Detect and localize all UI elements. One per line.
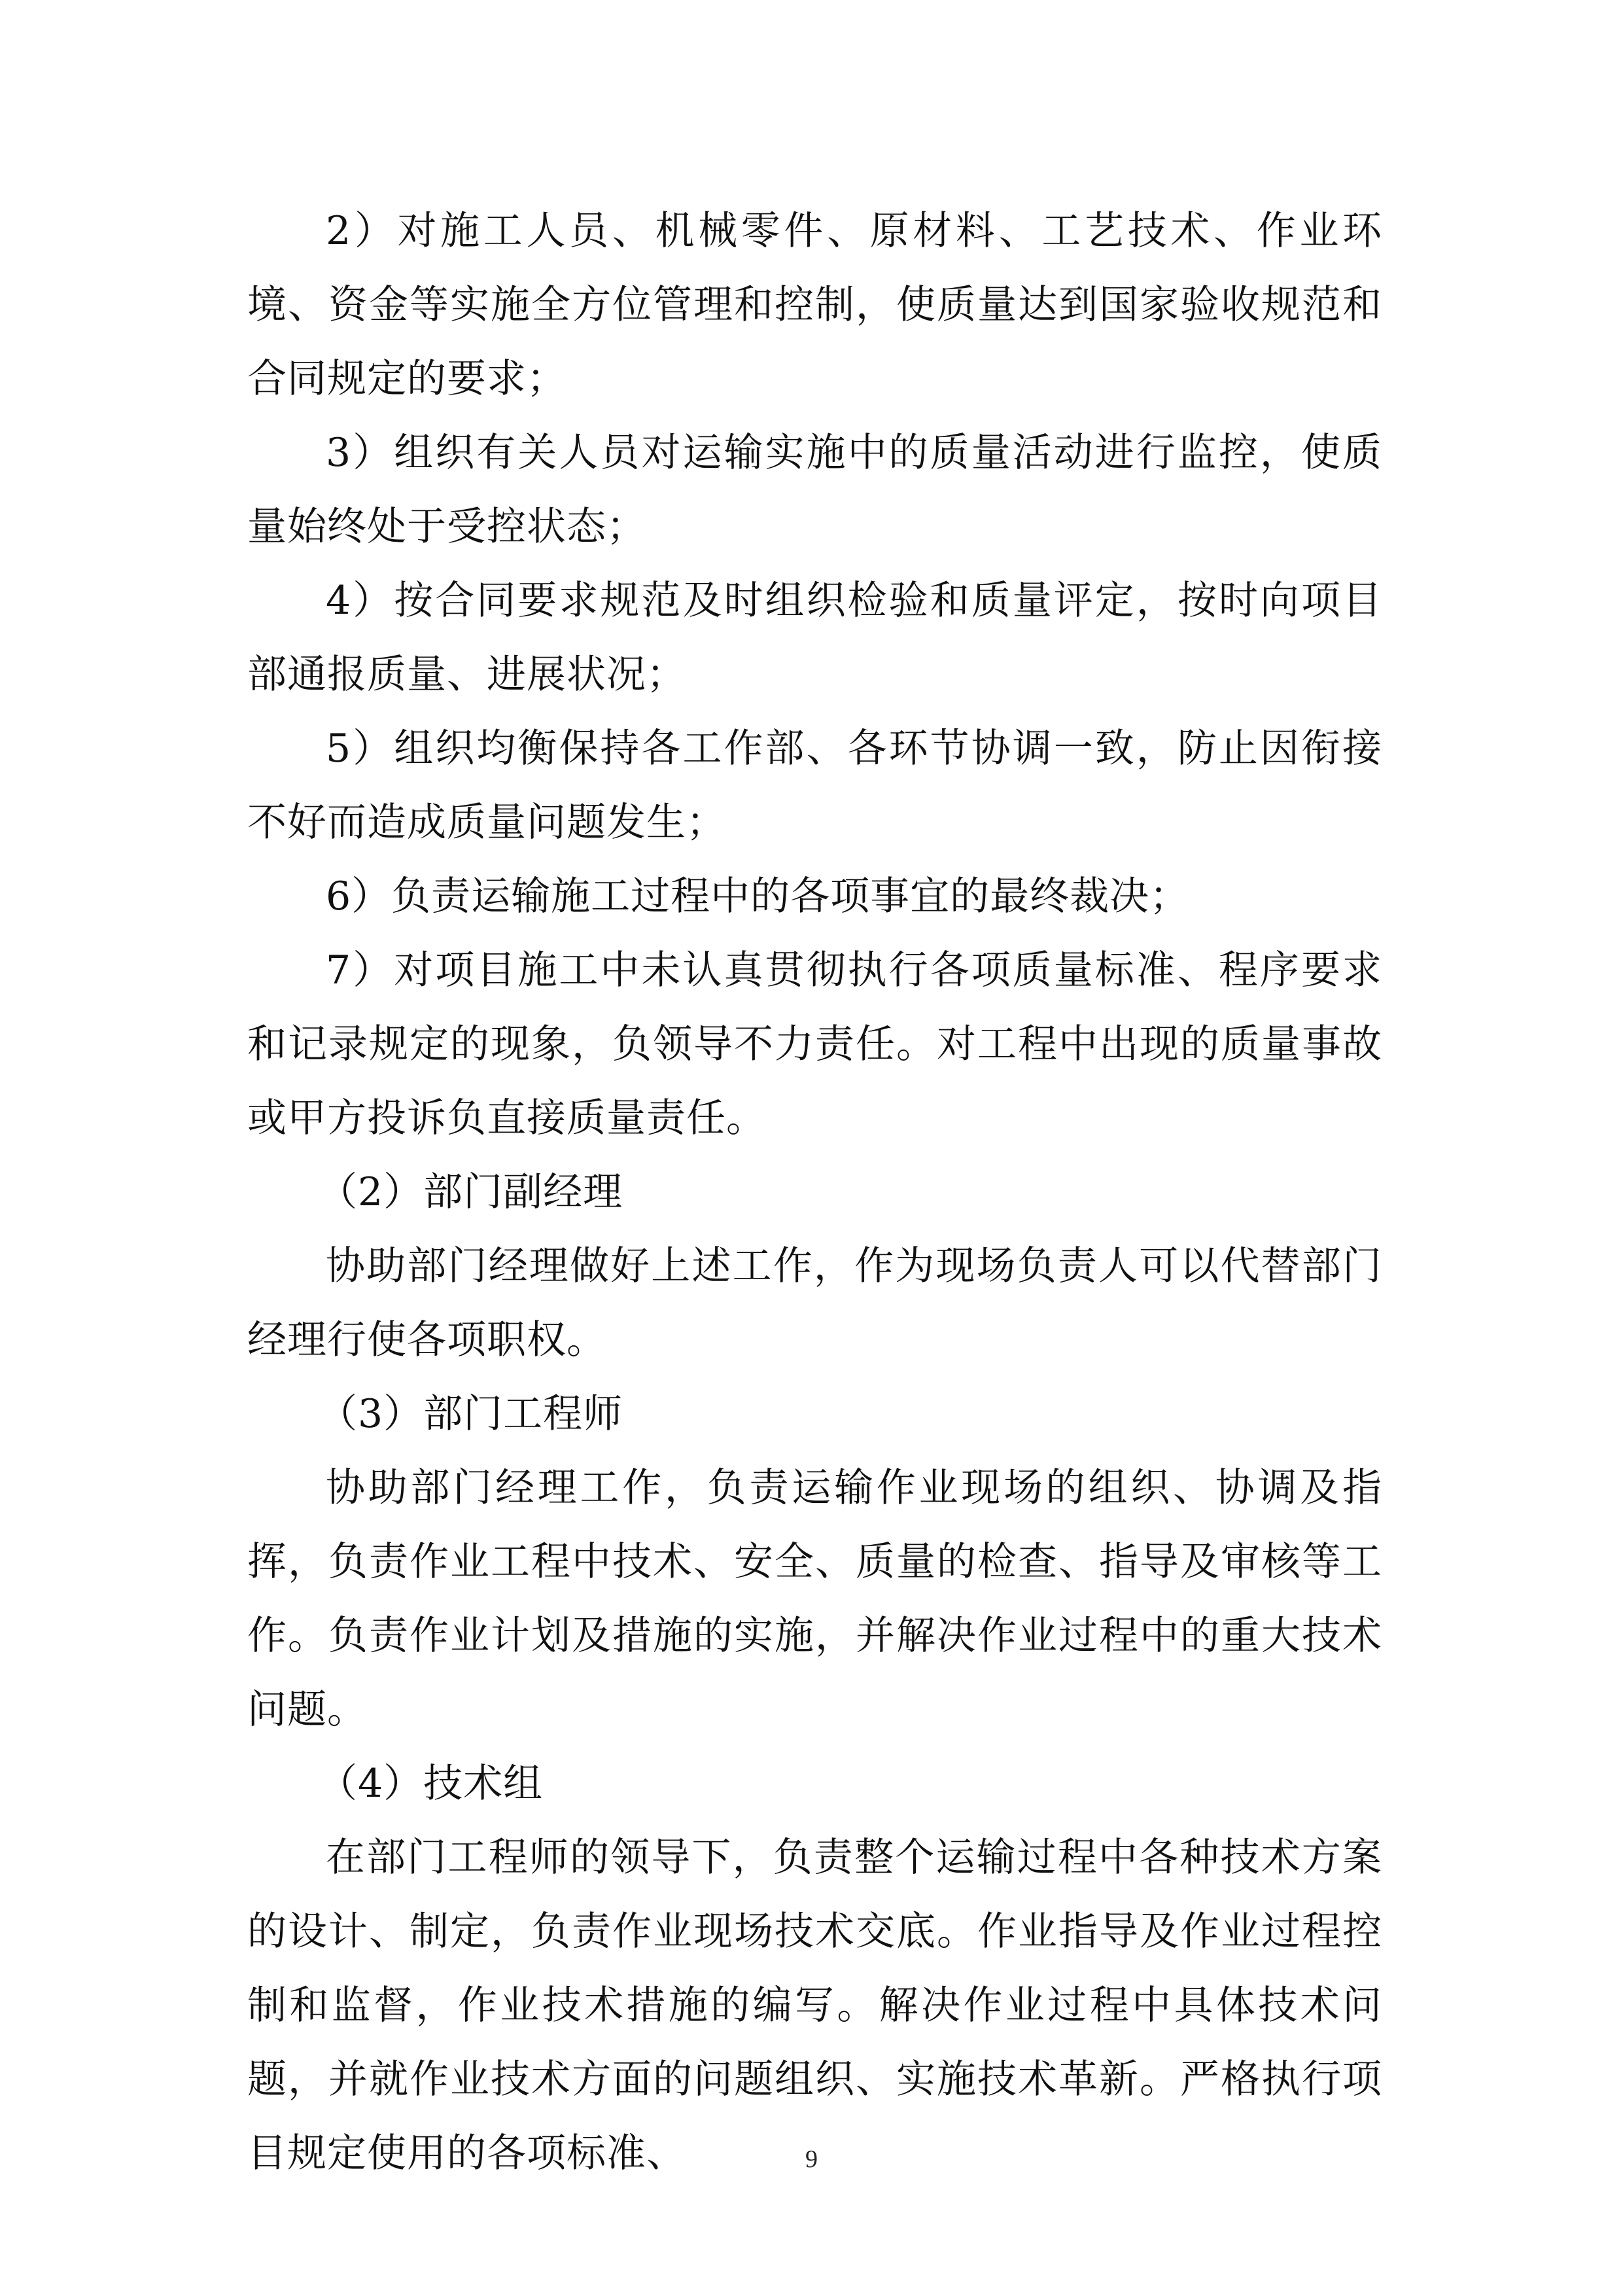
section-heading-tech-group: （4）技术组 (318, 1761, 544, 1807)
page-body (247, 194, 1382, 2191)
list-item-5: 5）组织均衡保持各工作部、各环节协调一致，防止因衔接不好而造成质量问题发生； (247, 726, 1382, 845)
engineer-paragraph: 协助部门经理工作，负责运输作业现场的组织、协调及指挥，负责作业工程中技术、安全、质量的检查、指导及审核等工作。负责作业计划及措施的实施，并解决作业过程中的重大技术问题。 (247, 1465, 1382, 1733)
deputy-manager-paragraph: 协助部门经理做好上述工作，作为现场负责人可以代替部门经理行使各项职权。 (247, 1243, 1382, 1363)
tech-group-paragraph: 在部门工程师的领导下，负责整个运输过程中各种技术方案的设计、制定，负责作业现场技术交底。作业指导及作业过程控制和监督，作业技术措施的编写。解决作业过程中具体技术问题，并就作业技术方面的问题组织、实施技术革新。严格执行项目规定使用的各项标准、 (247, 1835, 1382, 2176)
list-item-7: 7）对项目施工中未认真贯彻执行各项质量标准、程序要求和记录规定的现象，负领导不力责任。对工程中出现的质量事故或甲方投诉负直接质量责任。 (247, 947, 1382, 1141)
page-number: 9 (805, 2146, 818, 2173)
list-item-3: 3）组织有关人员对运输实施中的质量活动进行监控，使质量始终处于受控状态； (247, 430, 1382, 550)
list-item-4: 4）按合同要求规范及时组织检验和质量评定，按时向项目部通报质量、进展状况； (247, 578, 1382, 698)
section-heading-engineer: （3）部门工程师 (318, 1391, 623, 1437)
list-item-6: 6）负责运输施工过程中的各项事宜的最终裁决； (326, 874, 1190, 919)
list-item-2: 2）对施工人员、机械零件、原材料、工艺技术、作业环境、资金等实施全方位管理和控制，使质量达到国家验收规范和合同规定的要求； (247, 208, 1382, 402)
section-heading-deputy-manager: （2）部门副经理 (318, 1169, 623, 1215)
